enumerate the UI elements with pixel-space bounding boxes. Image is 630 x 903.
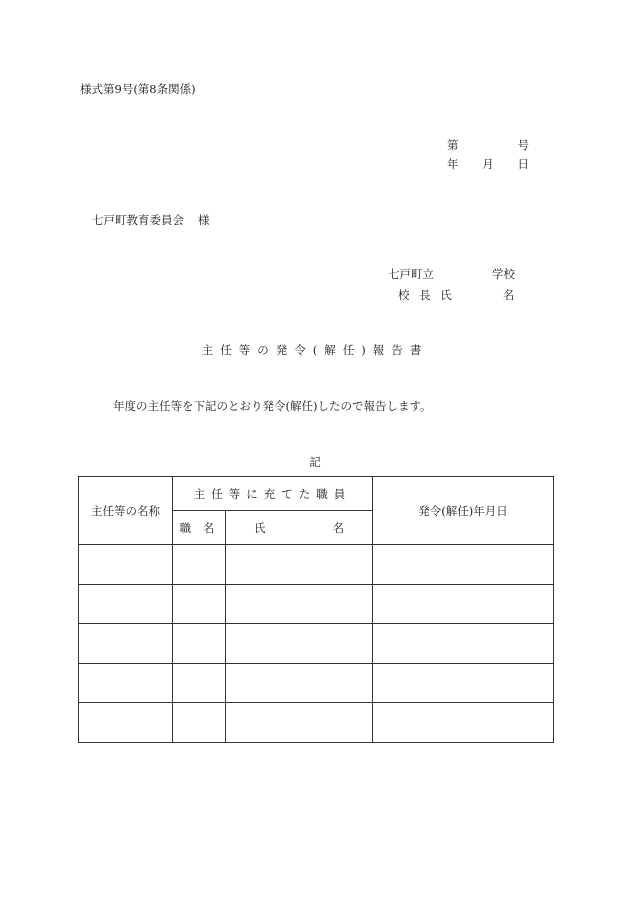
cell-position[interactable] <box>173 663 226 703</box>
person-name-header-1: 氏 <box>254 520 266 535</box>
principal-label: 校 長 氏 <box>398 288 455 302</box>
cell-position[interactable] <box>173 703 226 743</box>
col-header-position: 職 名 <box>173 511 226 545</box>
sender-principal <box>398 287 514 303</box>
document-number <box>447 137 529 153</box>
date-day: 日 <box>517 157 529 171</box>
date-month: 月 <box>482 157 494 171</box>
document-title: 主任等の発令(解任)報告書 <box>201 343 429 357</box>
cell-title-name[interactable] <box>79 545 173 585</box>
cell-date[interactable] <box>373 663 554 703</box>
cell-date[interactable] <box>373 703 554 743</box>
principal-name-suffix: 名 <box>502 288 515 302</box>
issue-date <box>447 156 529 172</box>
col-header-title-name: 主任等の名称 <box>79 477 173 545</box>
cell-date[interactable] <box>373 584 554 624</box>
cell-person-name[interactable] <box>226 545 373 585</box>
person-name-header-2: 名 <box>332 520 344 535</box>
body-text: 年度の主任等を下記のとおり発令(解任)したので報告します。 <box>113 399 432 413</box>
col-header-person-name <box>226 511 373 545</box>
school-prefix: 七戸町立 <box>388 267 434 281</box>
table-row <box>79 663 554 703</box>
cell-date[interactable] <box>373 545 554 585</box>
cell-person-name[interactable] <box>226 624 373 664</box>
cell-position[interactable] <box>173 624 226 664</box>
table-row <box>79 545 554 585</box>
cell-person-name[interactable] <box>226 584 373 624</box>
table-row <box>79 624 554 664</box>
table-row <box>79 584 554 624</box>
cell-position[interactable] <box>173 545 226 585</box>
col-header-assigned-staff: 主任等に充てた職員 <box>173 477 373 511</box>
date-year: 年 <box>447 157 459 171</box>
cell-position[interactable] <box>173 584 226 624</box>
cell-person-name[interactable] <box>226 663 373 703</box>
cell-date[interactable] <box>373 624 554 664</box>
addressee-name: 七戸町教育委員会 <box>92 213 184 227</box>
doc-number-prefix: 第 <box>447 138 459 152</box>
col-header-date: 発令(解任)年月日 <box>373 477 554 545</box>
cell-title-name[interactable] <box>79 703 173 743</box>
table-header-row <box>79 477 554 511</box>
cell-title-name[interactable] <box>79 584 173 624</box>
cell-title-name[interactable] <box>79 663 173 703</box>
school-suffix: 学校 <box>492 267 515 281</box>
sender-school <box>388 266 515 282</box>
cell-person-name[interactable] <box>226 703 373 743</box>
ki-label: 記 <box>309 455 321 469</box>
cell-title-name[interactable] <box>79 624 173 664</box>
doc-number-suffix: 号 <box>517 138 529 152</box>
table-row <box>79 703 554 743</box>
addressee-honorific: 様 <box>198 213 210 227</box>
form-number: 様式第9号(第8条関係) <box>80 82 196 96</box>
report-table <box>78 476 554 743</box>
addressee <box>92 212 210 228</box>
